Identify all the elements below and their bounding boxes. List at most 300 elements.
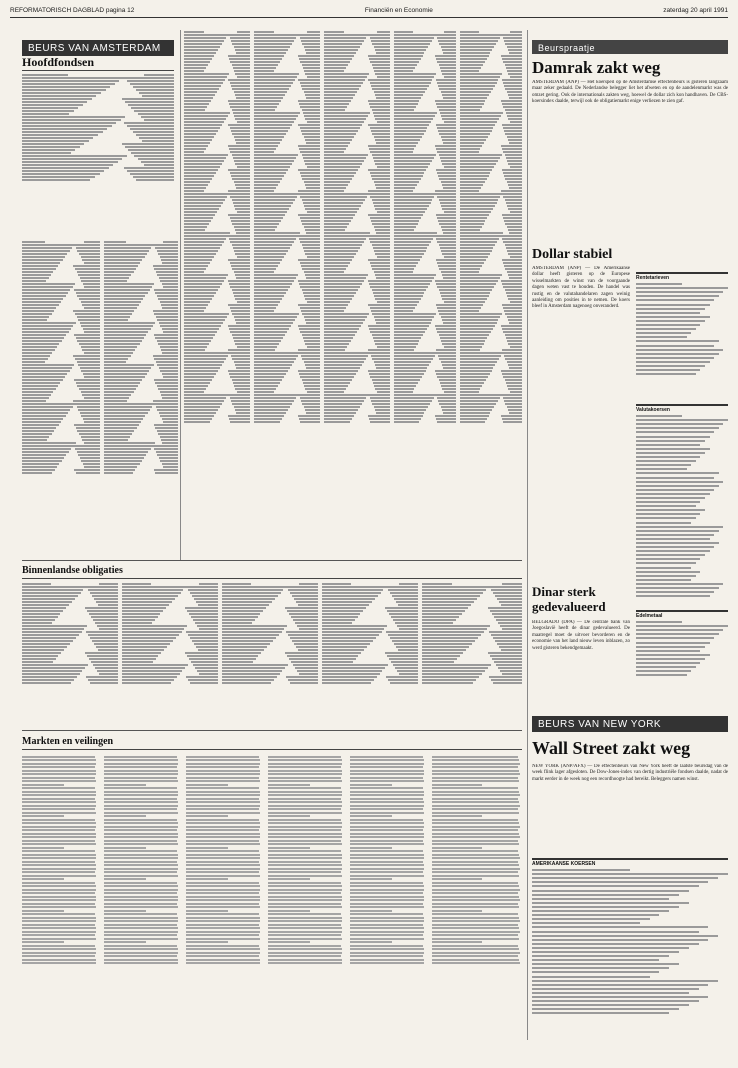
- text-line: [104, 864, 178, 866]
- text-line: [104, 934, 177, 936]
- table-row: [22, 166, 174, 169]
- text-line: [22, 773, 96, 775]
- text-line: [22, 770, 96, 772]
- table-row: [222, 666, 318, 669]
- table-row: [104, 297, 178, 300]
- table-row: [104, 453, 178, 456]
- table-row: [324, 207, 390, 210]
- table-row: [22, 411, 100, 414]
- text-line: [432, 798, 518, 800]
- table-row: [22, 417, 100, 420]
- table-row: [184, 276, 250, 279]
- table-row: [104, 369, 178, 372]
- table-row: [184, 405, 250, 408]
- text-line: [104, 857, 178, 859]
- table-row: [22, 669, 118, 672]
- table-row: [254, 120, 320, 123]
- table-row: [22, 163, 174, 166]
- table-row: [460, 363, 522, 366]
- table-row: [22, 178, 174, 181]
- text-line: [432, 836, 520, 838]
- table-row: [222, 675, 318, 678]
- text-line: [186, 931, 260, 933]
- wallstreet-title: Wall Street zakt weg: [532, 738, 691, 758]
- table-row: [184, 246, 250, 249]
- table-row: [22, 372, 100, 375]
- text-line: [350, 784, 392, 786]
- text-line: [350, 854, 424, 856]
- table-row: [394, 42, 456, 45]
- table-row: [254, 237, 320, 240]
- table-row: [122, 678, 218, 681]
- article-paragraph: AMSTERDAM (ANP) — De Amerikaanse dollar heeft gisteren op de Europese wisselmarkten de winst van de voorgaande dagen weten vast te houden. De handel was rustig en de valutahandelaren zagen weinig aanleiding om posities in te nemen. De koers bleef in Amsterdam nagenoeg onveranderd.: [532, 266, 630, 310]
- table-row: [22, 600, 118, 603]
- table-row: [184, 39, 250, 42]
- table-row: [324, 237, 390, 240]
- table-row: [22, 594, 118, 597]
- text-line: [186, 815, 228, 817]
- table-row: [394, 87, 456, 90]
- text-line: [22, 794, 96, 796]
- text-line: [350, 920, 424, 922]
- table-row: [184, 129, 250, 132]
- table-row: [394, 81, 456, 84]
- text-line: [350, 924, 423, 926]
- table-row: [22, 414, 100, 417]
- text-line: [432, 847, 482, 849]
- table-row: [254, 123, 320, 126]
- table-row: [22, 402, 100, 405]
- table-row: [122, 627, 218, 630]
- table-row: [460, 45, 522, 48]
- text-line: [186, 759, 260, 761]
- text-line: [432, 871, 518, 873]
- table-row: [254, 285, 320, 288]
- text-line: [22, 766, 95, 768]
- table-row: [104, 333, 178, 336]
- text-line: [22, 833, 96, 835]
- table-row: [324, 165, 390, 168]
- table-row: [104, 471, 178, 474]
- text-line: [350, 959, 424, 961]
- text-line: [22, 798, 95, 800]
- table-row: [422, 663, 522, 666]
- table-row: [222, 633, 318, 636]
- text-line: [22, 871, 95, 873]
- table-row: [254, 87, 320, 90]
- text-line: [432, 857, 520, 859]
- table-row: [324, 120, 390, 123]
- table-row: [324, 366, 390, 369]
- table-row: [184, 42, 250, 45]
- table-row: [324, 282, 390, 285]
- text-line: [22, 952, 96, 954]
- table-row: [184, 366, 250, 369]
- table-row: [104, 456, 178, 459]
- text-line: [22, 843, 96, 845]
- text-line: [186, 777, 259, 779]
- table-row: [460, 402, 522, 405]
- text-line: [350, 780, 424, 782]
- table-row: [122, 672, 218, 675]
- table-row: [324, 123, 390, 126]
- table-row: [184, 114, 250, 117]
- text-line: [268, 959, 342, 961]
- text-line: [22, 892, 95, 894]
- text-line: [268, 917, 342, 919]
- table-row: [460, 48, 522, 51]
- text-line: [350, 840, 423, 842]
- table-row: [460, 33, 522, 36]
- box-title: Rentetarieven: [636, 275, 670, 281]
- table-row: [394, 36, 456, 39]
- text-line: [186, 878, 228, 880]
- text-line: [432, 927, 519, 929]
- text-line: [268, 948, 342, 950]
- text-line: [268, 962, 342, 964]
- table-row: [324, 363, 390, 366]
- text-line: [104, 759, 178, 761]
- obligaties-col-2: [122, 582, 218, 722]
- table-row: [460, 75, 522, 78]
- text-line: [104, 815, 146, 817]
- text-line: [268, 801, 342, 803]
- table-row: [322, 630, 418, 633]
- table-row: [254, 42, 320, 45]
- table-row: [254, 324, 320, 327]
- text-line: [104, 938, 178, 940]
- table-row: [184, 408, 250, 411]
- table-row: [22, 115, 174, 118]
- table-row: [254, 81, 320, 84]
- text-line: [268, 773, 342, 775]
- table-row: [22, 375, 100, 378]
- text-line: [186, 770, 260, 772]
- table-row: [184, 75, 250, 78]
- table-row: [184, 33, 250, 36]
- text-line: [22, 917, 96, 919]
- table-row: [184, 393, 250, 396]
- text-line: [186, 913, 259, 915]
- table-row: [460, 312, 522, 315]
- table-row: [394, 366, 456, 369]
- table-row: [104, 294, 178, 297]
- table-row: [184, 234, 250, 237]
- text-line: [268, 938, 342, 940]
- text-line: [350, 955, 423, 957]
- table-row: [324, 402, 390, 405]
- price-column-1: [22, 240, 100, 560]
- text-line: [350, 952, 424, 954]
- dollar-title: Dollar stabiel: [532, 247, 613, 262]
- table-row: [222, 663, 318, 666]
- table-row: [22, 441, 100, 444]
- table-row: [460, 42, 522, 45]
- text-line: [268, 913, 341, 915]
- text-line: [350, 812, 424, 814]
- text-line: [268, 878, 310, 880]
- text-line: [104, 808, 177, 810]
- table-row: [460, 285, 522, 288]
- table-row: [322, 627, 418, 630]
- table-row: [460, 246, 522, 249]
- table-row: [460, 120, 522, 123]
- text-line: [432, 878, 482, 880]
- table-row: [324, 114, 390, 117]
- table-row: [184, 420, 250, 423]
- text-line: [268, 854, 342, 856]
- table-row: [422, 636, 522, 639]
- text-line: [432, 882, 518, 884]
- table-row: [322, 669, 418, 672]
- rentetarieven-box: [636, 272, 728, 382]
- table-row: [104, 372, 178, 375]
- text-line: [268, 934, 341, 936]
- text-line: [432, 945, 518, 947]
- page-header: [10, 6, 728, 18]
- table-row: [394, 324, 456, 327]
- table-row: [22, 339, 100, 342]
- table-row: [22, 330, 100, 333]
- text-line: [350, 829, 423, 831]
- table-row: [324, 354, 390, 357]
- text-line: [268, 808, 341, 810]
- markten-col-5: [350, 754, 426, 1054]
- table-row: [254, 234, 320, 237]
- table-row: [122, 588, 218, 591]
- table-row: [394, 48, 456, 51]
- text-line: [432, 892, 518, 894]
- table-row: [184, 369, 250, 372]
- text-line: [350, 826, 424, 828]
- text-line: [186, 833, 260, 835]
- text-line: [186, 808, 259, 810]
- table-row: [394, 231, 456, 234]
- text-line: [432, 773, 520, 775]
- text-line: [22, 812, 96, 814]
- text-line: [432, 815, 482, 817]
- text-line: [104, 812, 178, 814]
- table-row: [184, 36, 250, 39]
- text-line: [186, 773, 260, 775]
- table-row: [460, 318, 522, 321]
- table-row: [394, 276, 456, 279]
- markten-col-4: [268, 754, 344, 1054]
- table-row: [324, 168, 390, 171]
- text-line: [22, 805, 96, 807]
- text-line: [104, 854, 178, 856]
- text-line: [104, 868, 178, 870]
- table-row: [254, 78, 320, 81]
- table-row: [104, 258, 178, 261]
- text-line: [186, 927, 260, 929]
- table-row: [22, 169, 174, 172]
- table-row: [22, 471, 100, 474]
- text-line: [268, 910, 310, 912]
- text-line: [432, 868, 520, 870]
- table-row: [104, 249, 178, 252]
- table-row: [254, 357, 320, 360]
- markten-col-2: [104, 754, 180, 1054]
- table-row: [460, 195, 522, 198]
- table-row: [324, 273, 390, 276]
- table-row: [122, 681, 218, 684]
- table-row: [394, 237, 456, 240]
- table-row: [22, 630, 118, 633]
- table-row: [394, 357, 456, 360]
- table-row: [22, 636, 118, 639]
- table-row: [324, 33, 390, 36]
- table-row: [184, 81, 250, 84]
- table-row: [222, 678, 318, 681]
- table-row: [22, 366, 100, 369]
- table-row: [254, 72, 320, 75]
- table-row: [104, 363, 178, 366]
- table-row: [184, 312, 250, 315]
- table-row: [254, 45, 320, 48]
- text-line: [350, 917, 424, 919]
- text-line: [186, 819, 259, 821]
- table-row: [184, 198, 250, 201]
- table-row: [22, 255, 100, 258]
- table-row: [324, 72, 390, 75]
- text-line: [104, 770, 178, 772]
- table-row: [222, 585, 318, 588]
- text-line: [350, 756, 423, 758]
- table-row: [394, 123, 456, 126]
- text-line: [350, 962, 424, 964]
- table-row: [222, 597, 318, 600]
- text-line: [432, 801, 519, 803]
- table-row: [254, 279, 320, 282]
- table-row: [254, 315, 320, 318]
- text-line: [186, 924, 259, 926]
- table-row: [460, 357, 522, 360]
- text-line: [104, 962, 178, 964]
- text-line: [432, 840, 518, 842]
- table-row: [394, 126, 456, 129]
- table-row: [394, 369, 456, 372]
- table-row: [254, 288, 320, 291]
- column-divider: [180, 30, 181, 560]
- table-row: [22, 258, 100, 261]
- text-line: [432, 780, 519, 782]
- text-line: [22, 854, 96, 856]
- table-row: [22, 157, 174, 160]
- table-row: [394, 321, 456, 324]
- text-line: [350, 903, 423, 905]
- text-line: [22, 868, 96, 870]
- table-row: [394, 249, 456, 252]
- table-row: [324, 249, 390, 252]
- text-line: [432, 763, 520, 765]
- table-row: [324, 201, 390, 204]
- text-line: [22, 910, 64, 912]
- text-line: [350, 857, 424, 859]
- table-row: [184, 240, 250, 243]
- table-row: [22, 675, 118, 678]
- table-row: [104, 414, 178, 417]
- table-row: [322, 624, 418, 627]
- table-row: [254, 33, 320, 36]
- table-row: [394, 195, 456, 198]
- table-row: [22, 456, 100, 459]
- text-line: [186, 763, 260, 765]
- table-row: [184, 165, 250, 168]
- table-row: [422, 585, 522, 588]
- table-row: [184, 195, 250, 198]
- text-line: [268, 955, 341, 957]
- table-row: [324, 117, 390, 120]
- text-line: [350, 885, 424, 887]
- table-row: [322, 663, 418, 666]
- table-row: [460, 279, 522, 282]
- text-line: [268, 763, 342, 765]
- text-line: [104, 955, 177, 957]
- text-line: [432, 896, 519, 898]
- text-line: [22, 780, 96, 782]
- text-line: [22, 826, 96, 828]
- table-row: [222, 630, 318, 633]
- table-row: [394, 33, 456, 36]
- table-row: [460, 204, 522, 207]
- table-row: [422, 675, 522, 678]
- text-line: [104, 931, 178, 933]
- text-line: [186, 826, 260, 828]
- table-row: [254, 249, 320, 252]
- text-line: [268, 805, 342, 807]
- text-line: [350, 906, 424, 908]
- table-row: [324, 279, 390, 282]
- text-line: [432, 791, 519, 793]
- table-row: [394, 168, 456, 171]
- text-line: [350, 850, 423, 852]
- text-line: [22, 927, 96, 929]
- text-line: [104, 829, 177, 831]
- table-row: [122, 633, 218, 636]
- text-line: [350, 927, 424, 929]
- text-line: [268, 812, 342, 814]
- table-row: [394, 129, 456, 132]
- text-line: [350, 871, 423, 873]
- table-row: [184, 243, 250, 246]
- text-line: [432, 805, 520, 807]
- text-line: [22, 777, 95, 779]
- table-row: [394, 393, 456, 396]
- text-line: [22, 941, 64, 943]
- table-row: [422, 639, 522, 642]
- table-row: [104, 339, 178, 342]
- table-row: [22, 130, 174, 133]
- text-line: [350, 899, 424, 901]
- table-row: [184, 315, 250, 318]
- text-line: [186, 812, 260, 814]
- table-row: [460, 327, 522, 330]
- table-row: [184, 45, 250, 48]
- table-row: [22, 681, 118, 684]
- text-line: [268, 931, 342, 933]
- table-row: [104, 405, 178, 408]
- price-column-5: [324, 30, 390, 570]
- table-row: [222, 591, 318, 594]
- text-line: [186, 857, 260, 859]
- table-row: [422, 600, 522, 603]
- edelmetaal-box: [636, 610, 728, 680]
- text-line: [186, 917, 260, 919]
- text-line: [22, 934, 95, 936]
- table-row: [254, 39, 320, 42]
- text-line: [186, 948, 260, 950]
